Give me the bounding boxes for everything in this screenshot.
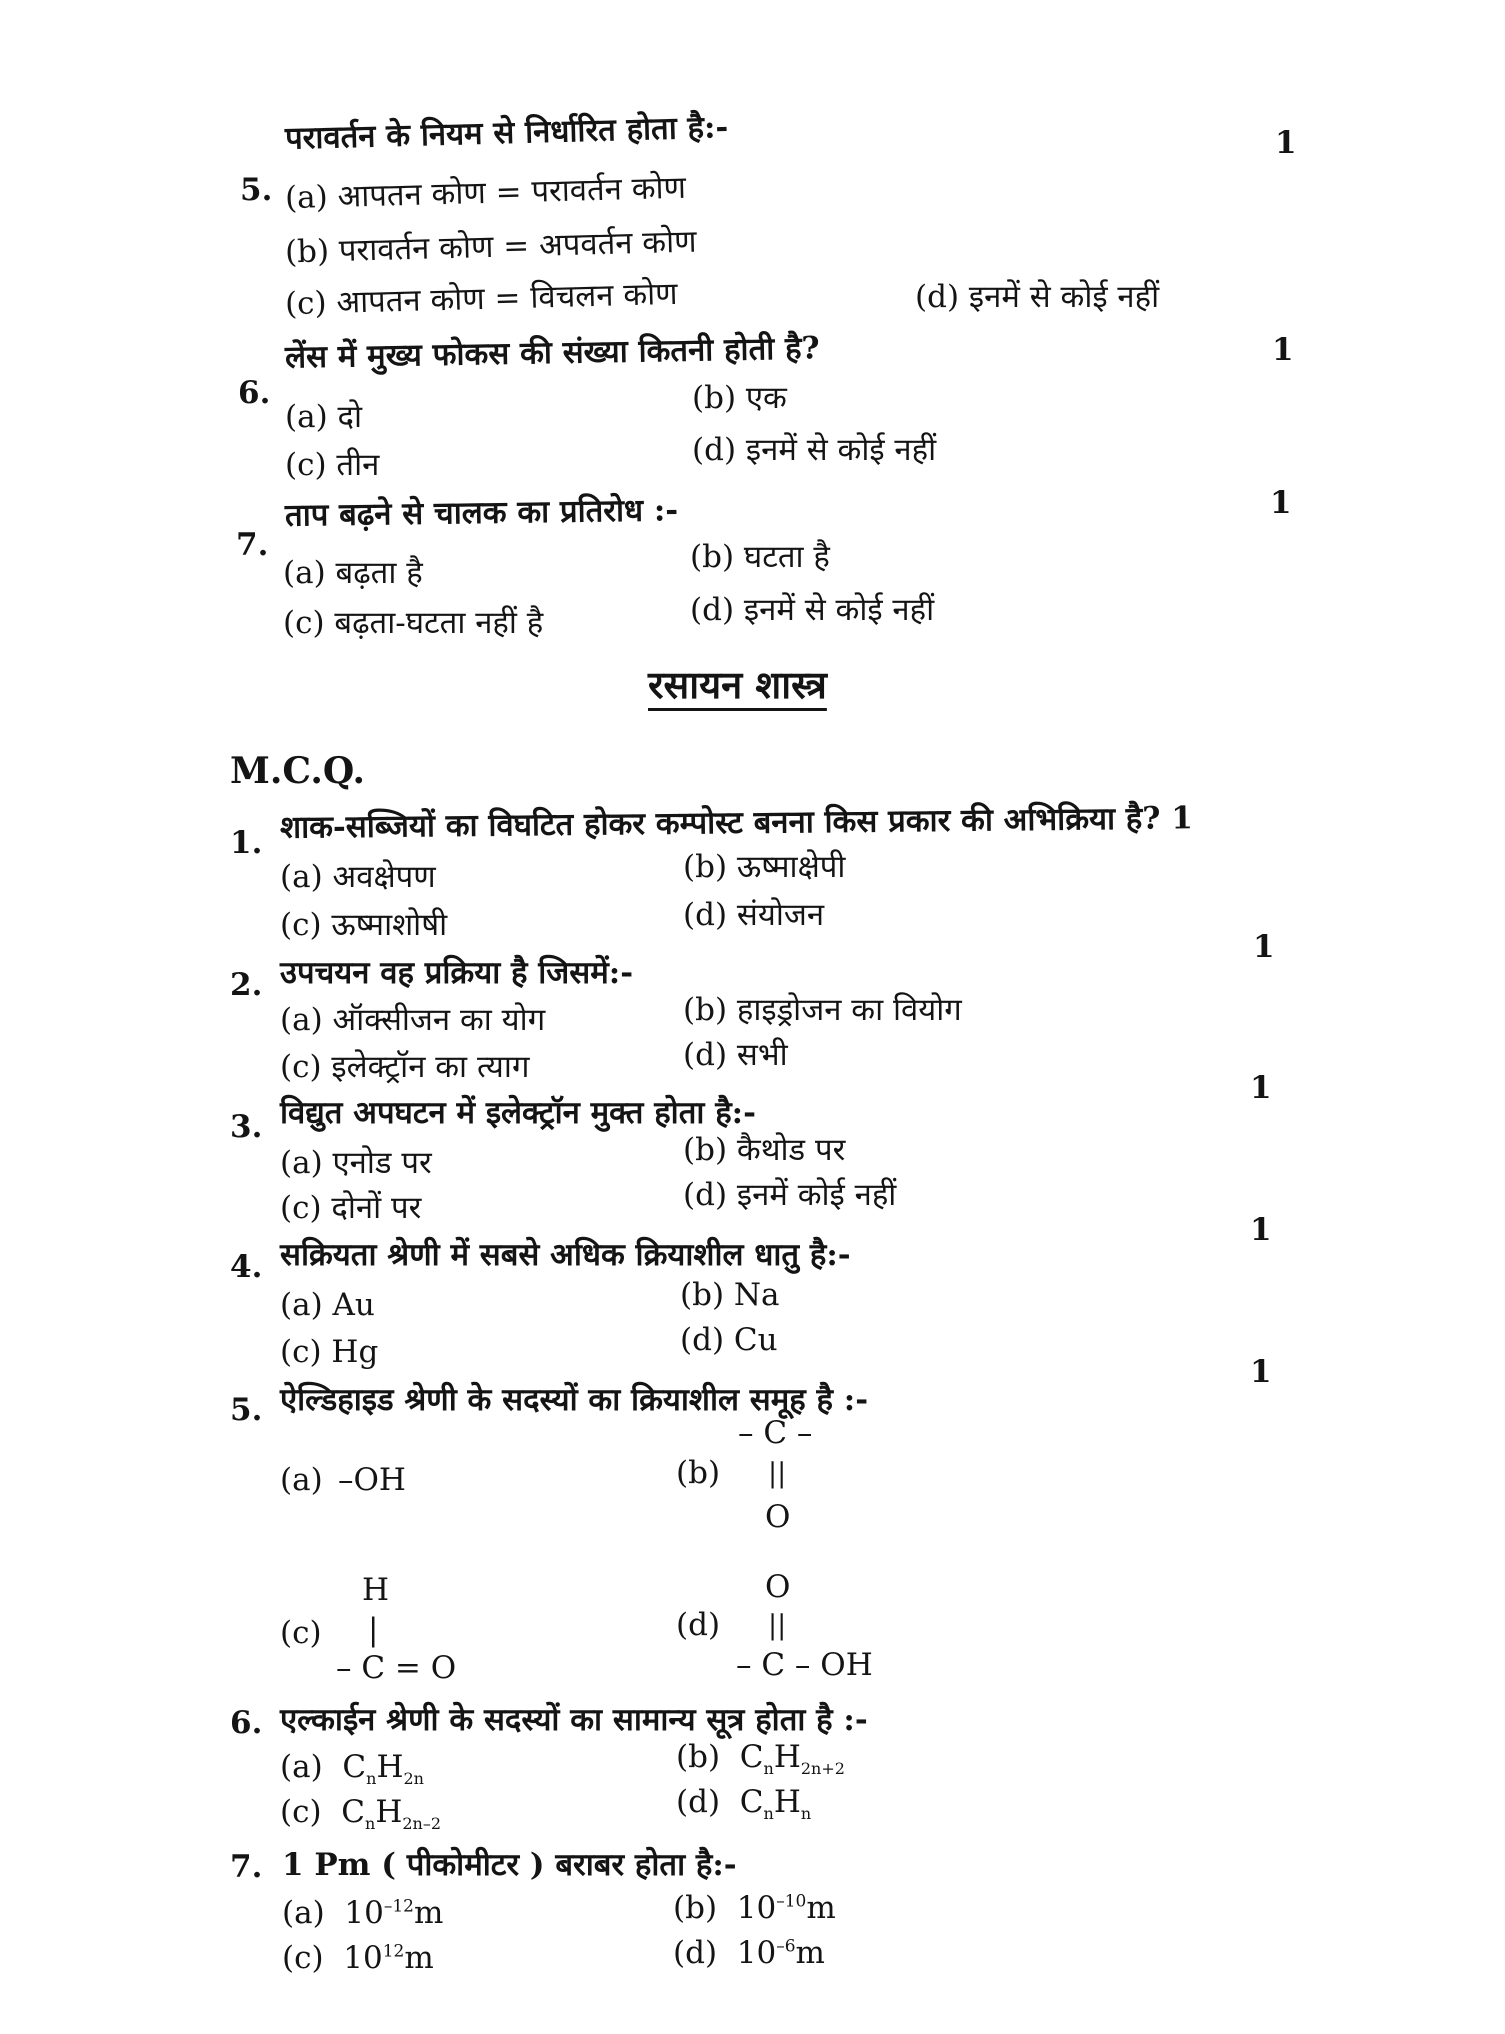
question-number: 5. xyxy=(230,1392,263,1428)
formula-element: H xyxy=(376,1749,404,1785)
formula-subscript: 2n+2 xyxy=(800,1759,845,1779)
option-c xyxy=(282,1940,434,1976)
option-d-bottom: – C – OH xyxy=(736,1647,873,1683)
formula-subscript: n xyxy=(800,1804,812,1824)
marks: 1 xyxy=(1250,1212,1272,1248)
unit: m xyxy=(404,1940,434,1976)
option-b-top: – C – xyxy=(738,1415,813,1451)
option-b: (b) घटता है xyxy=(690,539,830,575)
option-b: (b) हाइड्रोजन का वियोग xyxy=(683,992,962,1028)
question-text: एल्काईन श्रेणी के सदस्यों का सामान्य सूत्र होता है :- xyxy=(280,1702,868,1738)
option-b xyxy=(676,1739,845,1779)
option-a: (a) दो xyxy=(285,399,363,435)
power-base: 10 xyxy=(343,1940,383,1976)
option-c-bond: | xyxy=(368,1612,379,1648)
option-a: (a) Au xyxy=(280,1287,375,1323)
option-b: (b) एक xyxy=(692,380,787,416)
question-text: शाक-सब्जियों का विघटित होकर कम्पोस्ट बनना किस प्रकार की अभिक्रिया है? 1 xyxy=(279,800,1194,846)
question-text: ऐल्डिहाइड श्रेणी के सदस्यों का क्रियाशील समूह है :- xyxy=(280,1382,869,1418)
option-c: (c) ऊष्माशोषी xyxy=(280,907,448,943)
unit: m xyxy=(413,1895,444,1931)
option-c: (c) इलेक्ट्रॉन का त्याग xyxy=(280,1049,530,1085)
option-c: (c) दोनों पर xyxy=(280,1190,422,1226)
option-c: (c) आपतन कोण = विचलन कोण xyxy=(284,275,679,323)
formula-element: C xyxy=(739,1784,764,1820)
option-c: (c) बढ़ता-घटता नहीं है xyxy=(283,605,544,641)
formula-element: H xyxy=(773,1784,801,1820)
option-c-label: (c) xyxy=(280,1615,322,1651)
option-label: (c) xyxy=(282,1940,324,1976)
question-text: परावर्तन के नियम से निर्धारित होता है:- xyxy=(284,109,729,157)
power-base: 10 xyxy=(344,1895,384,1931)
option-b: (b) परावर्तन कोण = अपवर्तन कोण xyxy=(284,223,697,271)
question-number: 6. xyxy=(230,1705,263,1741)
formula-element: C xyxy=(342,1749,367,1785)
option-b-label: (b) xyxy=(676,1455,721,1491)
option-a-label: (a) xyxy=(280,1462,323,1498)
option-a: (a) एनोड पर xyxy=(280,1145,432,1181)
option-b-bottom: O xyxy=(765,1499,791,1535)
option-b: (b) Na xyxy=(680,1277,780,1313)
option-d-label: (d) xyxy=(676,1607,721,1643)
option-c xyxy=(280,1794,442,1834)
option-label: (d) xyxy=(676,1784,721,1820)
option-label: (b) xyxy=(673,1890,718,1926)
unit: m xyxy=(806,1890,836,1926)
mcq-label: M.C.Q. xyxy=(230,750,366,792)
question-number: 1. xyxy=(230,825,263,861)
option-d xyxy=(673,1935,825,1971)
option-b xyxy=(673,1890,836,1926)
question-number: 5. xyxy=(240,172,273,208)
power-base: 10 xyxy=(736,1935,777,1971)
option-a-formula: –OH xyxy=(338,1462,406,1498)
question-text: उपचयन वह प्रक्रिया है जिसमें:- xyxy=(280,955,634,991)
option-d: (d) इनमें से कोई नहीं xyxy=(915,279,1160,315)
unit: m xyxy=(795,1935,825,1971)
option-a xyxy=(282,1895,444,1931)
marks: 1 xyxy=(1272,332,1294,368)
option-a: (a) बढ़ता है xyxy=(283,555,423,591)
option-b-bond: || xyxy=(768,1458,787,1489)
option-d: (d) सभी xyxy=(683,1037,788,1073)
marks: 1 xyxy=(1270,485,1292,521)
option-label: (d) xyxy=(673,1935,718,1971)
option-d: (d) इनमें से कोई नहीं xyxy=(692,432,937,468)
question-number: 6. xyxy=(238,375,271,411)
marks: 1 xyxy=(1250,1070,1272,1106)
formula-element: C xyxy=(341,1794,366,1830)
option-b: (b) कैथोड पर xyxy=(683,1132,846,1168)
formula-element: C xyxy=(739,1739,764,1775)
option-label: (a) xyxy=(280,1749,323,1785)
option-c-bottom: – C = O xyxy=(336,1650,457,1686)
question-text: लेंस में मुख्य फोकस की संख्या कितनी होती है? xyxy=(284,330,820,376)
option-d-bond: || xyxy=(768,1610,787,1641)
option-d: (d) संयोजन xyxy=(683,897,825,933)
marks: 1 xyxy=(1275,125,1297,161)
formula-element: H xyxy=(773,1739,801,1775)
question-number: 3. xyxy=(230,1109,263,1145)
question-text: विद्युत अपघटन में इलेक्ट्रॉन मुक्त होता है:- xyxy=(280,1095,756,1131)
section-heading: रसायन शास्त्र xyxy=(648,662,827,707)
formula-element: H xyxy=(375,1794,403,1830)
power-base: 10 xyxy=(736,1890,777,1926)
option-a: (a) ऑक्सीजन का योग xyxy=(280,1002,546,1038)
option-d: (d) इनमें से कोई नहीं xyxy=(690,592,935,628)
option-d xyxy=(676,1784,812,1824)
option-a xyxy=(280,1749,424,1789)
marks: 1 xyxy=(1253,929,1275,965)
power-exponent: –6 xyxy=(776,1936,796,1957)
question-text: सक्रियता श्रेणी में सबसे अधिक क्रियाशील धातु है:- xyxy=(280,1237,851,1273)
question-text: ताप बढ़ने से चालक का प्रतिरोध :- xyxy=(284,492,679,534)
option-label: (c) xyxy=(280,1794,322,1830)
formula-subscript: n xyxy=(365,1814,376,1834)
question-text: 1 Pm ( पीकोमीटर ) बराबर होता है:- xyxy=(282,1847,737,1883)
formula-subscript: n xyxy=(763,1804,774,1824)
option-d: (d) इनमें कोई नहीं xyxy=(683,1177,897,1213)
option-c: (c) तीन xyxy=(285,447,380,483)
power-exponent: –12 xyxy=(383,1896,414,1917)
option-label: (a) xyxy=(282,1895,325,1931)
option-d: (d) Cu xyxy=(680,1322,778,1358)
option-a: (a) अवक्षेपण xyxy=(280,859,436,895)
option-c-top: H xyxy=(362,1572,390,1608)
formula-subscript: 2n–2 xyxy=(402,1814,442,1834)
power-exponent: –10 xyxy=(776,1891,807,1912)
question-number: 7. xyxy=(236,527,269,563)
option-d-top: O xyxy=(765,1569,791,1605)
power-exponent: 12 xyxy=(382,1941,405,1962)
option-b: (b) ऊष्माक्षेपी xyxy=(683,849,846,885)
question-number: 4. xyxy=(230,1249,263,1285)
formula-subscript: n xyxy=(763,1759,774,1779)
question-number: 2. xyxy=(230,967,263,1003)
option-c: (c) Hg xyxy=(280,1334,379,1370)
option-label: (b) xyxy=(676,1739,721,1775)
formula-subscript: 2n xyxy=(403,1769,424,1789)
formula-subscript: n xyxy=(366,1769,377,1789)
option-a: (a) आपतन कोण = परावर्तन कोण xyxy=(284,169,687,217)
marks: 1 xyxy=(1250,1354,1272,1390)
question-number: 7. xyxy=(230,1849,263,1885)
